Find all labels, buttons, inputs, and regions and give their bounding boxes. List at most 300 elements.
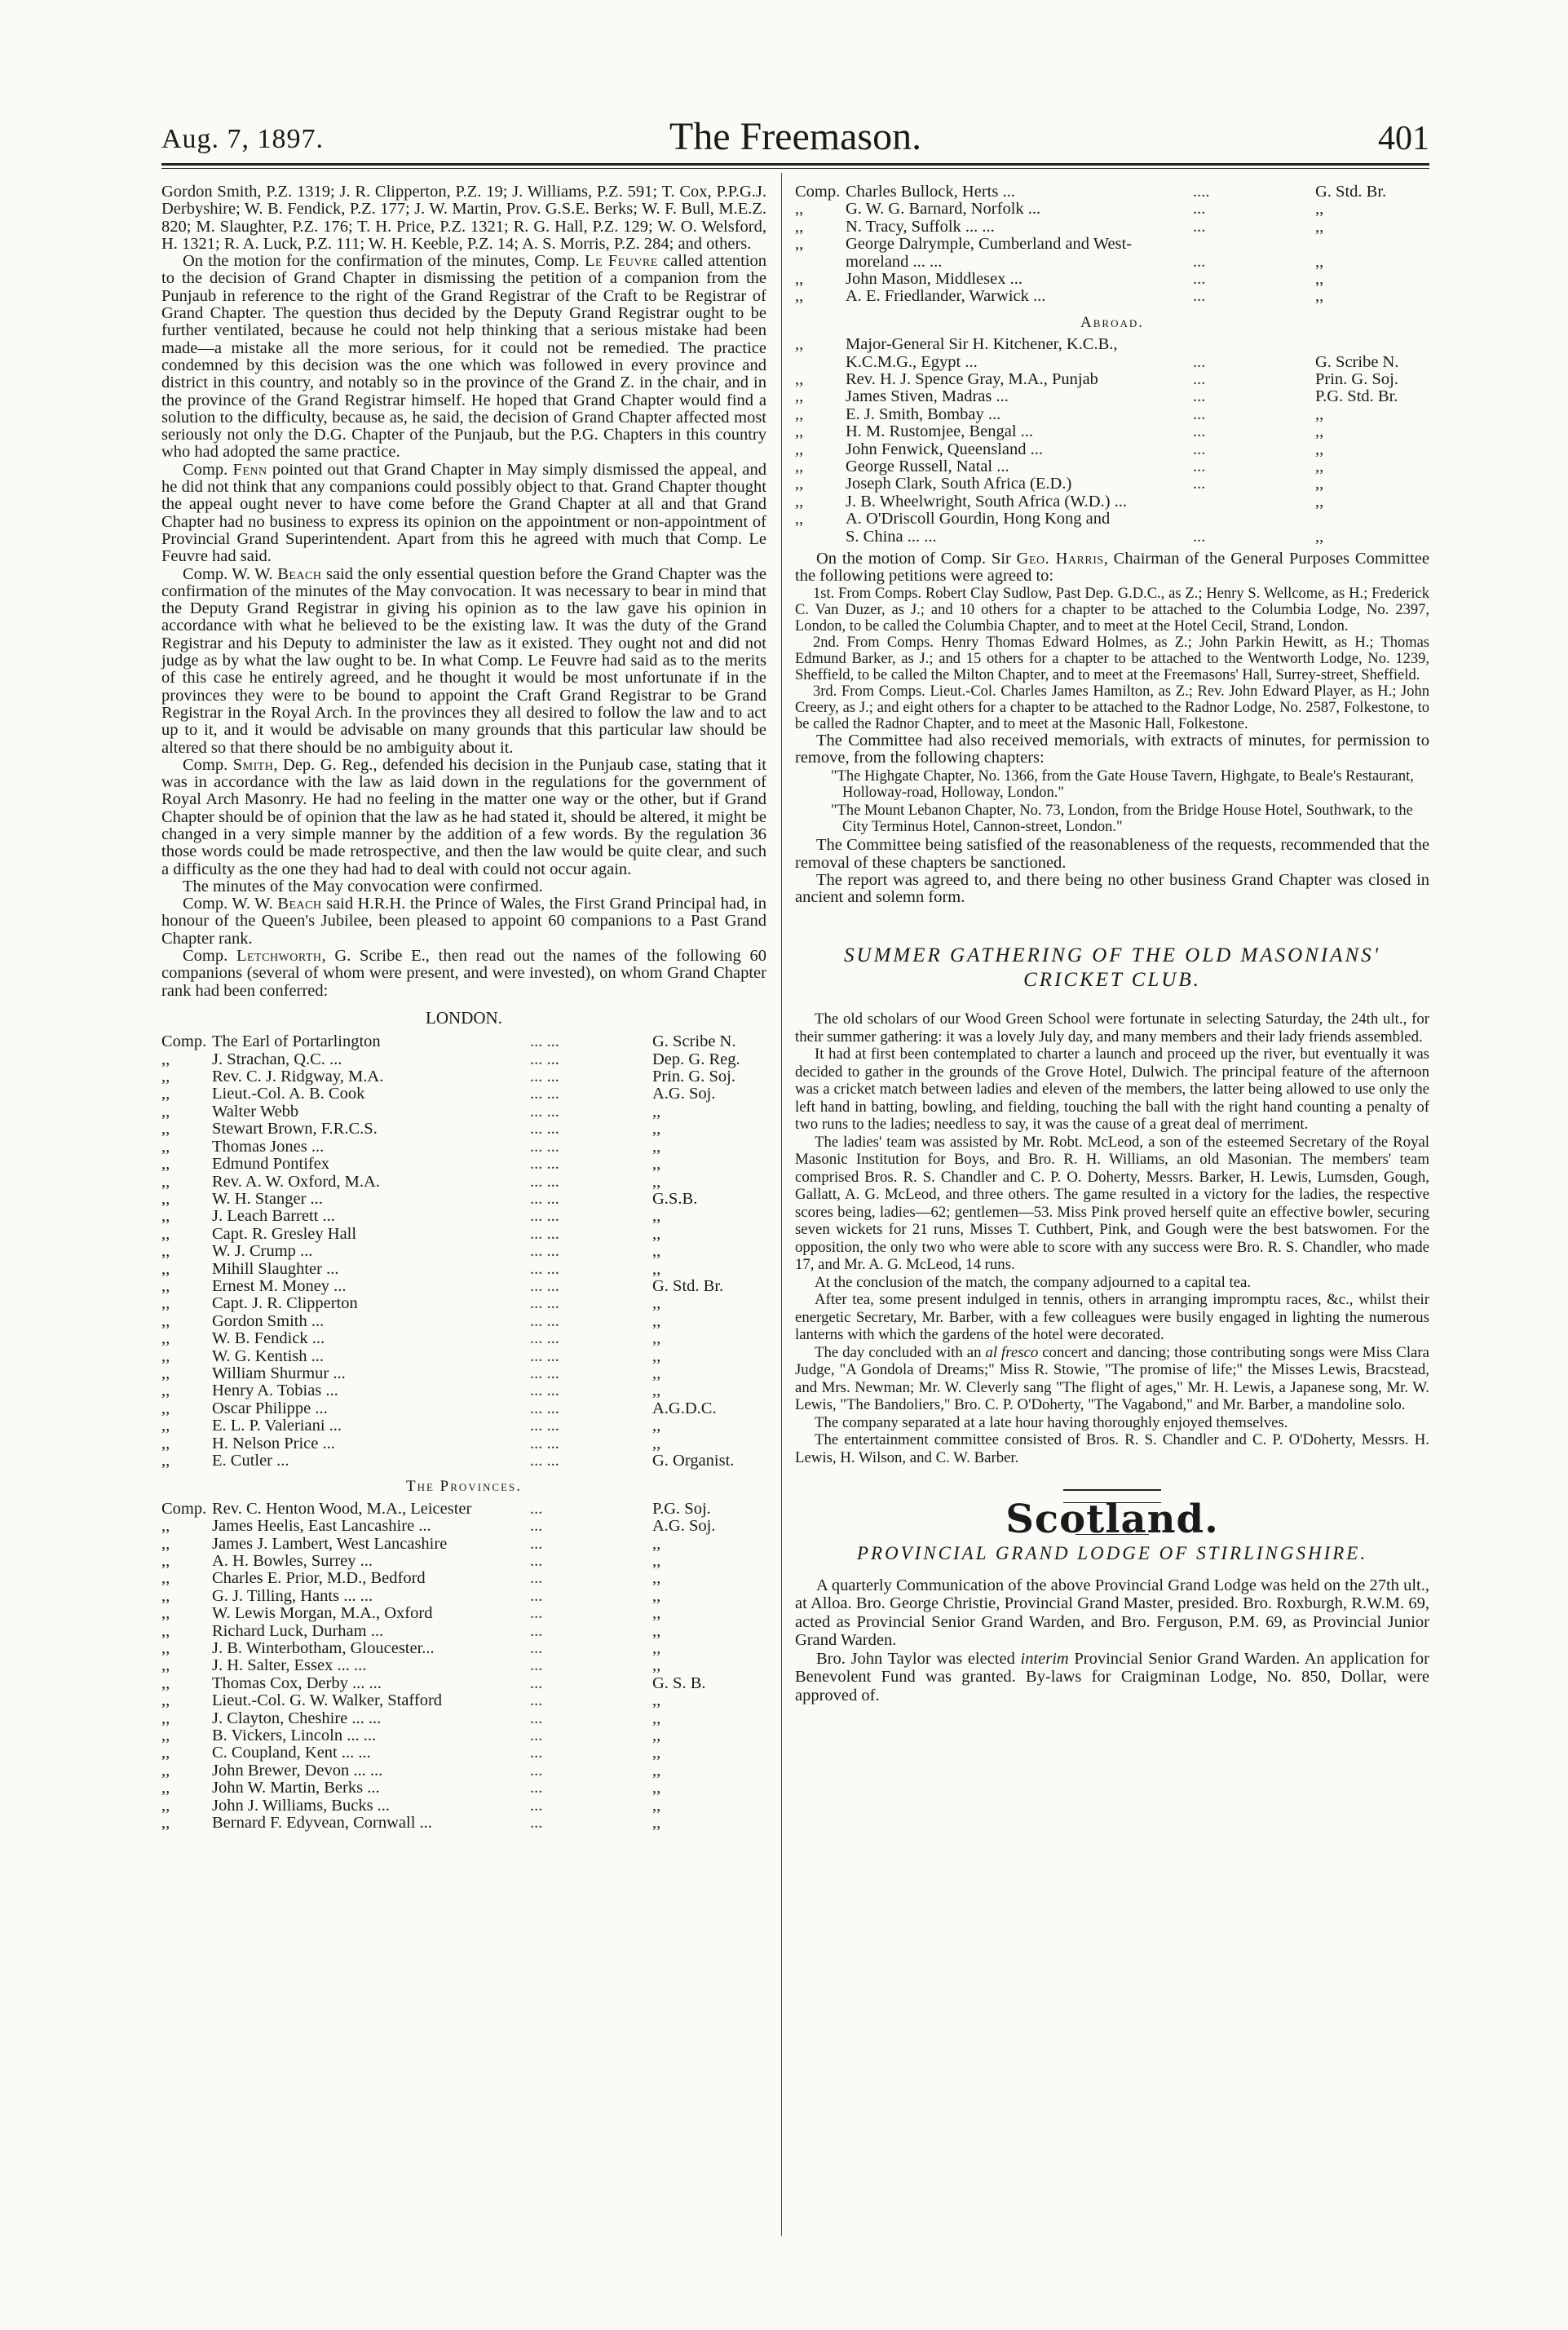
roll-name: B. Vickers, Lincoln ... ... [212, 1726, 377, 1744]
petition-radnor: 3rd. From Comps. Lieut.-Col. Charles James Hamilton, as Z.; Rev. John Edward Player, as H.; John Creery, as J.; and eight others for a chapter to be attached to the Radnor Lodge, No. 2587, Folkestone, to be called the Radnor Chapter, and to meet at the Masonic Hall, Folkestone. [795, 683, 1429, 732]
roll-rank: ,, [652, 1569, 661, 1588]
roll-row [795, 371, 1429, 388]
roll-prefix: ,, [161, 1434, 170, 1452]
roll-name: Thomas Cox, Derby ... ... [212, 1673, 382, 1692]
roll-prefix: ,, [161, 1779, 170, 1797]
roll-name: Gordon Smith ... [212, 1311, 325, 1330]
paragraph-memorials: The Committee had also received memorials, with extracts of minutes, for permission to remove, from the following chapters: [795, 731, 1429, 767]
roll-row [161, 1710, 766, 1727]
roll-rank: ,, [652, 1155, 661, 1174]
petition-milton: 2nd. From Comps. Henry Thomas Edward Holmes, as Z.; John Parkin Hewitt, as H.; Thomas Edmund Barker, as J.; and 15 others for a chapter to be attached to the Wentworth Lodge, No. 1239, Sheffield, to be called the Milton Chapter, and to meet at the Freemasons' Hall, Surrey-street, Sheffield. [795, 634, 1429, 683]
abroad-heading: Abroad. [1080, 313, 1144, 331]
roll-name: Joseph Clark, South Africa (E.D.) [846, 475, 1072, 493]
cricket-para-4: At the conclusion of the match, the company adjourned to a capital tea. [815, 1273, 1252, 1291]
roll-name: George Russell, Natal ... [846, 457, 1009, 475]
roll-leader: ... [530, 1604, 543, 1623]
roll-prefix: ,, [161, 1621, 170, 1640]
roll-name: Charles Bullock, Herts ... [846, 183, 1015, 201]
roll-row [161, 1068, 766, 1085]
cricket-para-3: The ladies' team was assisted by Mr. Robt. McLeod, a son of the esteemed Secretary of the Royal Masonic Institution for Boys, and Bro. R. H. Williams, an old Masonian. The members' team comprised Bros. R. S. Chandler and C. P. O. Doherty, Messrs. Barker, H. Lewis, Lumsden, Gough, Gallatt, A. G. McLeod, and three others. The game resulted in a victory for the ladies, the respective scores being, ladies—62; gentlemen—53. Miss Pink proved herself quite an effective bowler, securing seven wickets for 21 runs, Misses T. Cuthbert, Pink, and Gough were the best batswomen. For the opposition, the only two who were able to score with any success were Bro. R. S. Chandler, who made 17, and Mr. A. G. McLeod, 14 runs. [795, 1133, 1429, 1274]
roll-prefix: ,, [161, 1638, 170, 1657]
roll-name: J. H. Salter, Essex ... ... [212, 1656, 367, 1675]
roll-name: E. J. Smith, Bombay ... [846, 405, 1001, 423]
roll-leader: ... [530, 1638, 543, 1657]
roll-prefix: ,, [161, 1224, 170, 1243]
roll-name: S. China ... ... [846, 527, 937, 546]
roll-prefix: ,, [161, 1673, 170, 1692]
roll-prefix: ,, [795, 200, 804, 219]
roll-rank: ,, [652, 1329, 661, 1348]
roll-prefix: ,, [795, 457, 804, 475]
roll-prefix: ,, [161, 1399, 170, 1417]
roll-rank [1315, 236, 1429, 253]
roll-row [161, 1815, 766, 1832]
roll-row [161, 1727, 766, 1744]
roll-row [161, 1588, 766, 1605]
roll-name: Rev. C. J. Ridgway, M.A. [212, 1068, 384, 1086]
roll-row [161, 1536, 766, 1553]
roll-name: J. B. Wheelwright, South Africa (W.D.) ... [846, 492, 1128, 511]
roll-rank: ,, [652, 1586, 661, 1605]
roll-leader: ... ... [530, 1085, 559, 1103]
roll-rank: P.G. Std. Br. [1315, 387, 1398, 406]
roll-leader: ... ... [530, 1137, 559, 1156]
roll-leader: ... [530, 1673, 543, 1692]
roll-prefix: ,, [161, 1311, 170, 1330]
roll-name: The Earl of Portarlington [212, 1032, 381, 1051]
paragraph-report: The report was agreed to, and there being no other business Grand Chapter was closed in ancient and solemn form. [795, 870, 1429, 907]
roll-leader: ... [1193, 270, 1206, 289]
roll-prefix: ,, [161, 1364, 170, 1382]
roll-name: W. H. Stanger ... [212, 1189, 323, 1208]
roll-leader: ... ... [530, 1259, 559, 1278]
paragraph-smith: Comp. Smith, Dep. G. Reg., defended his decision in the Punjaub case, stating that it was in accordance with the law as laid down in the regulations for the government of Royal Arch Masonry. He had no feeling in the matter one way or the other, but if Grand Chapter should be of opinion that the law as he had stated it, should be altered, it might be changed in a very simple manner by the addition of a few words. By the regulation 36 those words could be made retrospective, and then the law would be quite clear, and such a difficulty as the one they had had to deal with could not occur again. [161, 755, 766, 878]
roll-name: W. B. Fendick ... [212, 1329, 325, 1348]
roll-prefix: ,, [161, 1329, 170, 1348]
stirling-para-1: A quarterly Communication of the above Provincial Grand Lodge was held on the 27th ult., at Alloa. Bro. George Christie, Provincial Grand Master, presided. Bro. Roxburgh, R.W.M. 69, acted as Provincial Senior Grand Warden, and Bro. Ferguson, P.M. 69, as Provincial Junior Grand Warden. [795, 1576, 1429, 1650]
roll-rank: G. Organist. [652, 1452, 735, 1470]
cricket-para-5: After tea, some present indulged in tennis, others in arranging impromptu races, &c., whilst their energetic Secretary, Mr. Barber, with a few colleagues were busily engaged in lighting the numerous lanterns with which the gardens of the hotel were decorated. [795, 1291, 1429, 1344]
roll-prefix [795, 528, 846, 546]
roll-row [161, 1261, 766, 1278]
roll-name: A. O'Driscoll Gourdin, Hong Kong and [846, 510, 1111, 528]
roll-prefix: ,, [795, 405, 804, 423]
roll-rank: ,, [1315, 527, 1324, 546]
roll-rank: ,, [652, 1551, 661, 1570]
roll-rank: ,, [652, 1621, 661, 1640]
roll-name: Henry A. Tobias ... [212, 1382, 338, 1400]
roll-rank: ,, [652, 1779, 661, 1797]
roll-name: A. H. Bowles, Surrey ... [212, 1551, 373, 1570]
roll-row [161, 1051, 766, 1068]
roll-prefix: ,, [161, 1691, 170, 1710]
roll-leader: ... ... [530, 1189, 559, 1208]
roll-prefix: ,, [795, 287, 804, 306]
roll-name: W. Lewis Morgan, M.A., Oxford [212, 1604, 433, 1623]
right-column [795, 183, 1429, 1704]
roll-prefix: ,, [161, 1155, 170, 1174]
roll-name: Mihill Slaughter ... [212, 1259, 339, 1278]
issue-date: Aug. 7, 1897. [161, 124, 325, 154]
roll-leader: ... [1193, 287, 1206, 306]
roll-rank: G. Std. Br. [1315, 183, 1387, 201]
roll-row [795, 254, 1429, 271]
paragraph-petitions-motion: On the motion of Comp. Sir Geo. Harris, Chairman of the General Purposes Committee the following petitions were agreed to: [795, 550, 1430, 586]
roll-leader: ... ... [530, 1294, 559, 1313]
roll-name: John W. Martin, Berks ... [212, 1779, 380, 1797]
roll-row [161, 1553, 766, 1570]
roll-rank: ,, [652, 1638, 661, 1657]
roll-prefix: ,, [161, 1346, 170, 1365]
roll-row [795, 236, 1429, 253]
provinces-heading: The Provinces. [405, 1478, 522, 1496]
roll-rank: ,, [652, 1224, 661, 1243]
roll-rank: G. Std. Br. [652, 1276, 724, 1295]
roll-row [161, 1033, 766, 1050]
roll-row [161, 1278, 766, 1295]
roll-row [795, 528, 1429, 546]
roll-prefix: ,, [161, 1709, 170, 1727]
roll-prefix: ,, [161, 1656, 170, 1675]
roll-prefix: ,, [161, 1382, 170, 1400]
roll-leader: ... ... [530, 1172, 559, 1191]
roll-prefix: Comp. [795, 183, 841, 201]
roll-leader: ... [530, 1621, 543, 1640]
roll-name: Rev. C. Henton Wood, M.A., Leicester [212, 1499, 472, 1518]
roll-leader: ... ... [530, 1346, 559, 1365]
roll-leader: ... ... [530, 1417, 559, 1435]
roll-prefix: ,, [795, 235, 804, 254]
roll-name: Rev. H. J. Spence Gray, M.A., Punjab [846, 369, 1098, 388]
roll-prefix: ,, [795, 335, 804, 354]
roll-rank: ,, [1315, 270, 1324, 289]
roll-leader: ... ... [530, 1224, 559, 1243]
roll-row [161, 1365, 766, 1382]
roll-row [795, 271, 1429, 288]
roll-prefix: ,, [161, 1551, 170, 1570]
roll-leader: ... [530, 1709, 543, 1727]
roll-rank: ,, [652, 1207, 661, 1226]
roll-prefix: ,, [795, 510, 804, 528]
roll-row [161, 1330, 766, 1347]
roll-row [161, 1435, 766, 1452]
roll-rank: ,, [652, 1259, 661, 1278]
roll-row [161, 1780, 766, 1797]
roll-leader: ... [530, 1744, 543, 1762]
roll-name: Bernard F. Edyvean, Cornwall ... [212, 1814, 432, 1833]
roll-leader [1193, 493, 1315, 511]
roll-rank: ,, [652, 1346, 661, 1365]
roll-prefix: ,, [161, 1417, 170, 1435]
roll-leader: ... [1193, 217, 1206, 236]
roll-row [795, 354, 1429, 371]
roll-leader: ... [1193, 440, 1206, 458]
roll-row [161, 1348, 766, 1365]
left-column [161, 183, 766, 1832]
roll-row [161, 1623, 766, 1640]
roll-leader: ... [530, 1814, 543, 1833]
roll-leader: ... ... [530, 1068, 559, 1086]
roll-name: Stewart Brown, F.R.C.S. [212, 1120, 378, 1138]
provinces-roll-continued [795, 183, 1429, 306]
roll-row [161, 1570, 766, 1587]
roll-row [161, 1295, 766, 1312]
roll-rank: ,, [652, 1726, 661, 1744]
roll-name: Capt. J. R. Clipperton [212, 1294, 358, 1313]
roll-rank: G. S. B. [652, 1673, 706, 1692]
provinces-roll [161, 1501, 766, 1833]
roll-rank: ,, [652, 1382, 661, 1400]
paragraph-minutes: The minutes of the May convocation were confirmed. [183, 877, 543, 895]
roll-name: Lieut.-Col. G. W. Walker, Stafford [212, 1691, 443, 1710]
section-rule [1063, 1489, 1161, 1491]
roll-leader: ... ... [530, 1050, 559, 1068]
roll-prefix: ,, [161, 1068, 170, 1086]
roll-name: Lieut.-Col. A. B. Cook [212, 1085, 365, 1103]
roll-prefix: ,, [161, 1276, 170, 1295]
roll-name: E. L. P. Valeriani ... [212, 1417, 342, 1435]
roll-name: George Dalrymple, Cumberland and West- [846, 235, 1133, 254]
roll-rank: ,, [652, 1604, 661, 1623]
roll-leader: ... [1193, 352, 1206, 371]
roll-rank: ,, [652, 1242, 661, 1261]
roll-rank: A.G. Soj. [652, 1085, 716, 1103]
header-rule [161, 163, 1429, 166]
roll-leader: ... ... [530, 1452, 559, 1470]
roll-rank: ,, [652, 1102, 661, 1121]
roll-leader: ... ... [530, 1242, 559, 1261]
cricket-para-1: The old scholars of our Wood Green School were fortunate in selecting Saturday, the 24th ult., for their summer gathering: it was a lovely July day, and many members and their lady friends assembled. [795, 1010, 1429, 1046]
roll-leader: ... ... [530, 1329, 559, 1348]
roll-name: James J. Lambert, West Lancashire [212, 1534, 448, 1553]
cricket-para-8: The entertainment committee consisted of Bros. R. S. Chandler and C. P. O'Doherty, Messrs. H. Lewis, H. Wilson, and C. W. Barber. [795, 1431, 1429, 1466]
roll-leader: ... ... [530, 1276, 559, 1295]
roll-row [161, 1103, 766, 1121]
roll-prefix: ,, [795, 387, 804, 406]
roll-name: W. G. Kentish ... [212, 1346, 325, 1365]
roll-leader: ... [530, 1796, 543, 1815]
roll-rank: ,, [652, 1814, 661, 1833]
roll-rank [1315, 336, 1429, 353]
roll-row [161, 1518, 766, 1535]
roll-rank: ,, [652, 1120, 661, 1138]
roll-row [161, 1417, 766, 1435]
roll-name: Edmund Pontifex [212, 1155, 330, 1174]
roll-name: J. Leach Barrett ... [212, 1207, 335, 1226]
stirlingshire-article [795, 1576, 1429, 1705]
roll-name: A. E. Friedlander, Warwick ... [846, 287, 1046, 306]
column-divider [781, 173, 782, 2236]
roll-leader: ... ... [530, 1102, 559, 1121]
roll-prefix: ,, [795, 422, 804, 441]
roll-name: J. Clayton, Cheshire ... ... [212, 1709, 382, 1727]
roll-row [795, 475, 1429, 493]
roll-rank: ,, [1315, 217, 1324, 236]
roll-leader: ... [1193, 252, 1206, 271]
roll-prefix: ,, [161, 1120, 170, 1138]
roll-rank: ,, [652, 1656, 661, 1675]
roll-row [795, 388, 1429, 405]
roll-rank: ,, [652, 1294, 661, 1313]
roll-rank: ,, [1315, 422, 1324, 441]
roll-row [161, 1797, 766, 1815]
london-heading: LONDON. [426, 1007, 502, 1028]
roll-leader: ... [530, 1691, 543, 1710]
roll-row [161, 1744, 766, 1762]
roll-name: C. Coupland, Kent ... ... [212, 1744, 371, 1762]
roll-prefix: ,, [795, 440, 804, 458]
roll-name: John Fenwick, Queensland ... [846, 440, 1043, 458]
masthead [161, 114, 1429, 158]
roll-leader [1193, 336, 1315, 353]
roll-name: James Stiven, Madras ... [846, 387, 1009, 406]
roll-name: W. J. Crump ... [212, 1242, 313, 1261]
roll-prefix: ,, [161, 1569, 170, 1588]
roll-name: John J. Williams, Bucks ... [212, 1796, 391, 1815]
roll-row [161, 1243, 766, 1260]
roll-leader: ... ... [530, 1399, 559, 1417]
roll-prefix: ,, [161, 1050, 170, 1068]
london-roll [161, 1033, 766, 1470]
roll-rank: ,, [652, 1744, 661, 1762]
paragraph-beach: Comp. W. W. Beach said the only essential question before the Grand Chapter was the confirmation of the minutes of the May convocation. It was necessary to bear in mind that the Deputy Grand Registrar in giving his opinion as to the law gave his opinion in accordance with what he believed to be the existing law. It was the duty of the Grand Registrar and his Deputy to administer the law as it existed. They ought not and did not judge as by what the law ought to be. In what Comp. Le Feuvre had said as to the merits of this case he entirely agreed, and he thought it would be most unfortunate if in the provinces they were to be bound to appoint the Craft Grand Registrar to be Grand Registrar in the Royal Arch. In the provinces they all desired to follow the law and to act up to it, and it would be advisable on many grounds that this particular law should be altered so that there should be no ambiguity about it. [161, 564, 766, 757]
roll-row [161, 1675, 766, 1692]
roll-rank: ,, [652, 1434, 661, 1452]
roll-prefix: Comp. [161, 1499, 207, 1518]
roll-name: Rev. A. W. Oxford, M.A. [212, 1172, 380, 1191]
roll-rank: ,, [1315, 405, 1324, 423]
stirling-para-2: Bro. John Taylor was elected interim Provincial Senior Grand Warden. An application for Benevolent Fund was granted. By-laws for Craigminan Lodge, No. 850, Dollar, were approved of. [795, 1649, 1429, 1704]
roll-name: James Heelis, East Lancashire ... [212, 1517, 431, 1536]
roll-leader [1193, 511, 1315, 528]
roll-name: E. Cutler ... [212, 1452, 289, 1470]
roll-name: John Mason, Middlesex ... [846, 270, 1023, 289]
roll-rank: Prin. G. Soj. [652, 1068, 735, 1086]
roll-rank: ,, [652, 1534, 661, 1553]
roll-row [795, 406, 1429, 423]
paragraph-le-feuvre: On the motion for the confirmation of the minutes, Comp. Le Feuvre called attention to the decision of Grand Chapter in dismissing the petition of a companion from the Punjaub in reference to the right of the Grand Registrar of the Craft to be Registrar of Grand Chapter. The question thus decided by the Deputy Grand Registrar ought to be further ventilated, because he could not help thinking that a serious mistake had been made—a mistake all the more serious, for it could not be remedied. The practice condemned by this decision was the one which was followed in every province and district in this country, and notably so in the province of the Grand Z. in the chair, and in the province of the Grand Registrar himself. He hoped that Grand Chapter would find a solution to the difficulty, because as, he said, the decision of Grand Chapter affected most seriously not only the D.G. Chapter of the Punjaub, but the P.G. Chapters in this country who had adopted the same practice. [161, 252, 766, 462]
roll-row [795, 458, 1429, 475]
roll-leader: ... [1193, 200, 1206, 219]
roll-leader: ... [530, 1586, 543, 1605]
roll-rank: ,, [1315, 492, 1324, 511]
roll-leader: ... ... [530, 1364, 559, 1382]
roll-rank: A.G. Soj. [652, 1517, 716, 1536]
roll-name: Oscar Philippe ... [212, 1399, 328, 1417]
cricket-article-title: SUMMER GATHERING OF THE OLD MASONIANS' CRICKET CLUB. [844, 944, 1380, 992]
roll-row [161, 1605, 766, 1622]
roll-row [161, 1657, 766, 1674]
roll-prefix: ,, [161, 1172, 170, 1191]
roll-name: Thomas Jones ... [212, 1137, 325, 1156]
roll-row [161, 1692, 766, 1709]
roll-leader: ... [530, 1551, 543, 1570]
roll-row [161, 1400, 766, 1417]
roll-rank: ,, [652, 1364, 661, 1382]
roll-prefix: ,, [795, 475, 804, 493]
roll-row [795, 336, 1429, 353]
roll-row [795, 288, 1429, 305]
roll-rank: ,, [652, 1137, 661, 1156]
roll-prefix: ,, [161, 1726, 170, 1744]
roll-prefix: ,, [161, 1534, 170, 1553]
roll-rank [1315, 511, 1429, 528]
roll-rank: ,, [1315, 475, 1324, 493]
roll-leader: ... [1193, 527, 1206, 546]
roll-rank: ,, [1315, 200, 1324, 219]
roll-prefix: ,, [161, 1102, 170, 1121]
roll-leader: ... [1193, 475, 1206, 493]
roll-name: Richard Luck, Durham ... [212, 1621, 384, 1640]
roll-name: Ernest M. Money ... [212, 1276, 347, 1295]
roll-leader: ... [1193, 405, 1206, 423]
roll-leader: ... ... [530, 1311, 559, 1330]
roll-leader: ... [1193, 387, 1206, 406]
roll-rank: ,, [652, 1172, 661, 1191]
roll-rank: G.S.B. [652, 1189, 698, 1208]
roll-prefix: ,, [161, 1207, 170, 1226]
roll-row [161, 1191, 766, 1208]
roll-rank: Dep. G. Reg. [652, 1050, 740, 1068]
roll-prefix: ,, [161, 1744, 170, 1762]
roll-leader: ... [530, 1656, 543, 1675]
roll-rank: ,, [1315, 252, 1324, 271]
roll-rank: ,, [652, 1709, 661, 1727]
roll-rank: A.G.D.C. [652, 1399, 717, 1417]
roll-leader: ... [530, 1779, 543, 1797]
roll-name: H. Nelson Price ... [212, 1434, 335, 1452]
cricket-para-7: The company separated at a late hour having thoroughly enjoyed themselves. [815, 1413, 1288, 1431]
roll-name: J. B. Winterbotham, Gloucester... [212, 1638, 435, 1657]
roll-row [161, 1156, 766, 1173]
roll-row [795, 493, 1429, 511]
roll-row [161, 1313, 766, 1330]
roll-prefix: ,, [161, 1294, 170, 1313]
petitions [795, 586, 1429, 732]
roll-prefix: ,, [795, 270, 804, 289]
roll-row [161, 1226, 766, 1243]
roll-prefix: Comp. [161, 1032, 207, 1051]
roll-rank: G. Scribe N. [652, 1032, 736, 1051]
roll-row [795, 183, 1429, 201]
roll-prefix [795, 254, 846, 271]
roll-leader: ... ... [530, 1120, 559, 1138]
roll-name: G. W. G. Barnard, Norfolk ... [846, 200, 1041, 219]
roll-prefix: ,, [161, 1796, 170, 1815]
cricket-article [795, 1010, 1429, 1466]
roll-name: K.C.M.G., Egypt ... [846, 352, 978, 371]
abroad-roll [795, 336, 1429, 546]
cricket-para-6: The day concluded with an al fresco concert and dancing; those contributing songs were Miss Clara Judge, "A Gondola of Dreams;" Miss R. Stowie, "The promise of life;" the Misses Lewis, Bracstead, and Mrs. Newman; Mr. W. Cleverly sang "The flight of ages," Mr. H. Lewis, a Japanese song, Mr. W. Lewis, "The Bandoliers," Bro. C. P. O'Doherty, "The Vagabond," and Mr. Barber, a mandoline solo. [795, 1343, 1429, 1414]
roll-rank: ,, [652, 1417, 661, 1435]
roll-leader: ... [530, 1761, 543, 1780]
roll-row [795, 219, 1429, 236]
roll-name: H. M. Rustomjee, Bengal ... [846, 422, 1034, 441]
header-rule-thin [161, 168, 1429, 169]
roll-name: Major-General Sir H. Kitchener, K.C.B., [846, 335, 1118, 354]
page-number: 401 [1378, 120, 1429, 157]
roll-prefix: ,, [161, 1137, 170, 1156]
roll-row [161, 1762, 766, 1780]
roll-prefix: ,, [161, 1085, 170, 1103]
roll-row [795, 423, 1429, 440]
roll-rank: ,, [652, 1761, 661, 1780]
roll-rank: ,, [1315, 457, 1324, 475]
roll-row [795, 441, 1429, 458]
memorial-mount-lebanon: "The Mount Lebanon Chapter, No. 73, London, from the Bridge House Hotel, Southwark, to the City Terminus Hotel, Cannon-street, London." [831, 802, 1413, 836]
scotland-heading: Scotland. [1005, 1497, 1219, 1543]
roll-prefix: ,, [161, 1259, 170, 1278]
